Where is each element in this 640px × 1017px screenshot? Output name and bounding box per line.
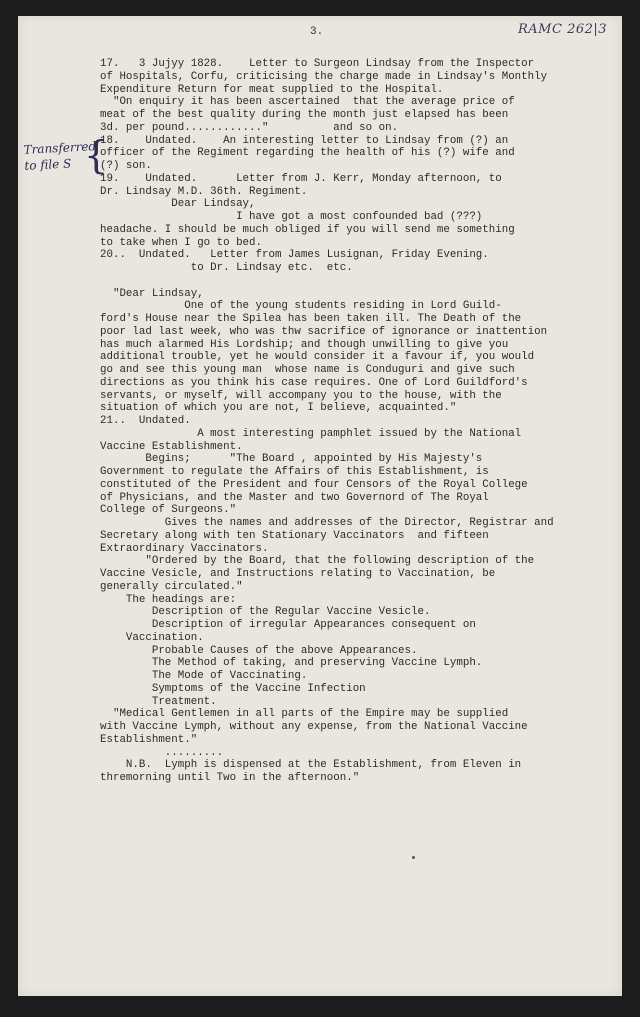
body-line <box>100 275 540 288</box>
ink-dot <box>412 856 415 859</box>
body-line: Expenditure Return for meat supplied to the Hospital. <box>100 83 444 96</box>
body-line: of Hospitals, Corfu, criticising the charge made in Lindsay's Monthly <box>100 70 548 83</box>
body-line: directions as you think his case requires. One of Lord Guildford's <box>100 376 528 389</box>
body-line: "On enquiry it has been ascertained that the average price of <box>100 96 515 109</box>
body-line: "Medical Gentlemen in all parts of the Empire may be supplied <box>100 708 509 721</box>
body-line: Dr. Lindsay M.D. 36th. Regiment. <box>100 185 308 198</box>
body-line: (?) son. <box>100 160 152 172</box>
body-line: 17. 3 Jujyy 1828. Letter to Surgeon Lindsay from the Inspector <box>100 58 535 70</box>
body-line: 18. Undated. An interesting letter to Lindsay from (?) an <box>100 134 509 147</box>
body-line: "Ordered by the Board, that the following description of the <box>100 555 535 568</box>
body-line: thremorning until Two in the afternoon." <box>100 772 360 784</box>
body-line: Begins; "The Board , appointed by His Majesty's <box>100 453 483 466</box>
body-line: One of the young students residing in Lord Guild- <box>100 300 502 313</box>
body-line: Vaccine Vesicle, and Instructions relating to Vaccination, be <box>100 568 496 580</box>
typed-body-text <box>100 58 554 785</box>
body-line: officer of the Regiment regarding the health of his (?) wife and <box>100 147 515 160</box>
body-line: Description of irregular Appearances consequent on <box>100 619 476 631</box>
margin-note-line-2: to file S <box>24 156 72 173</box>
body-line: ......... <box>100 746 224 759</box>
body-line: 19. Undated. Letter from J. Kerr, Monday afternoon, to <box>100 172 502 185</box>
body-line: The Mode of Vaccinating. <box>100 670 308 682</box>
body-line: Extraordinary Vaccinators. <box>100 542 269 555</box>
brace-icon: { <box>84 133 109 177</box>
body-line: to take when I go to bed. <box>100 236 262 249</box>
body-line: Description of the Regular Vaccine Vesicle. <box>100 606 431 619</box>
body-line: go and see this young man whose name is Conduguri and give such <box>100 364 515 376</box>
body-line: to Dr. Lindsay etc. etc. <box>100 262 353 274</box>
body-line: Government to regulate the Affairs of this Establishment, is <box>100 466 489 478</box>
body-line: constituted of the President and four Censors of the Royal College <box>100 478 528 491</box>
body-line: Gives the names and addresses of the Director, Registrar and <box>100 517 554 529</box>
body-line: Probable Causes of the above Appearances. <box>100 644 418 657</box>
body-line: Dear Lindsay, <box>100 198 256 211</box>
body-line: headache. I should be much obliged if you will send me something <box>100 223 515 236</box>
body-line: The headings are: <box>100 593 237 606</box>
body-line: generally circulated." <box>100 580 243 593</box>
body-line: I have got a most confounded bad (???) <box>100 211 483 223</box>
archive-reference: RAMC 262|3 <box>518 22 608 37</box>
body-line: poor lad last week, who was thw sacrifice of ignorance or inattention <box>100 325 548 338</box>
body-line: situation of which you are not, I believe, acquainted." <box>100 402 457 415</box>
body-line: 20.. Undated. Letter from James Lusignan, Friday Evening. <box>100 249 489 262</box>
body-line: Vaccination. <box>100 631 204 644</box>
body-line: Secretary along with ten Stationary Vaccinators and fifteen <box>100 529 489 542</box>
body-line: "Dear Lindsay, <box>100 287 204 300</box>
body-line: Treatment. <box>100 695 217 708</box>
body-line: Symptoms of the Vaccine Infection <box>100 682 366 695</box>
body-line: with Vaccine Lymph, without any expense, from the National Vaccine <box>100 721 528 733</box>
margin-note-line-1: Transferred <box>23 139 97 157</box>
body-line: meat of the best quality during the month just elapsed has been <box>100 109 509 121</box>
body-line: of Physicians, and the Master and two Governord of The Royal <box>100 491 489 504</box>
body-line: Establishment." <box>100 733 198 746</box>
body-line: College of Surgeons." <box>100 504 237 517</box>
body-line: 21.. Undated. <box>100 415 191 427</box>
body-line: servants, or myself, will accompany you to the house, with the <box>100 389 502 402</box>
page-number: 3. <box>310 26 324 38</box>
body-line: 3d. per pound............" and so on. <box>100 121 399 134</box>
body-line: N.B. Lymph is dispensed at the Establishment, from Eleven in <box>100 759 522 772</box>
body-line: additional trouble, yet he would consider it a favour if, you would <box>100 351 535 364</box>
body-line: ford's House near the Spilea has been taken ill. The Death of the <box>100 313 522 325</box>
body-line: has much alarmed His Lordship; and though unwilling to give you <box>100 338 509 351</box>
body-line: A most interesting pamphlet issued by the National <box>100 427 522 440</box>
body-line: Vaccine Establishment. <box>100 440 243 453</box>
body-line: The Method of taking, and preserving Vaccine Lymph. <box>100 657 483 670</box>
